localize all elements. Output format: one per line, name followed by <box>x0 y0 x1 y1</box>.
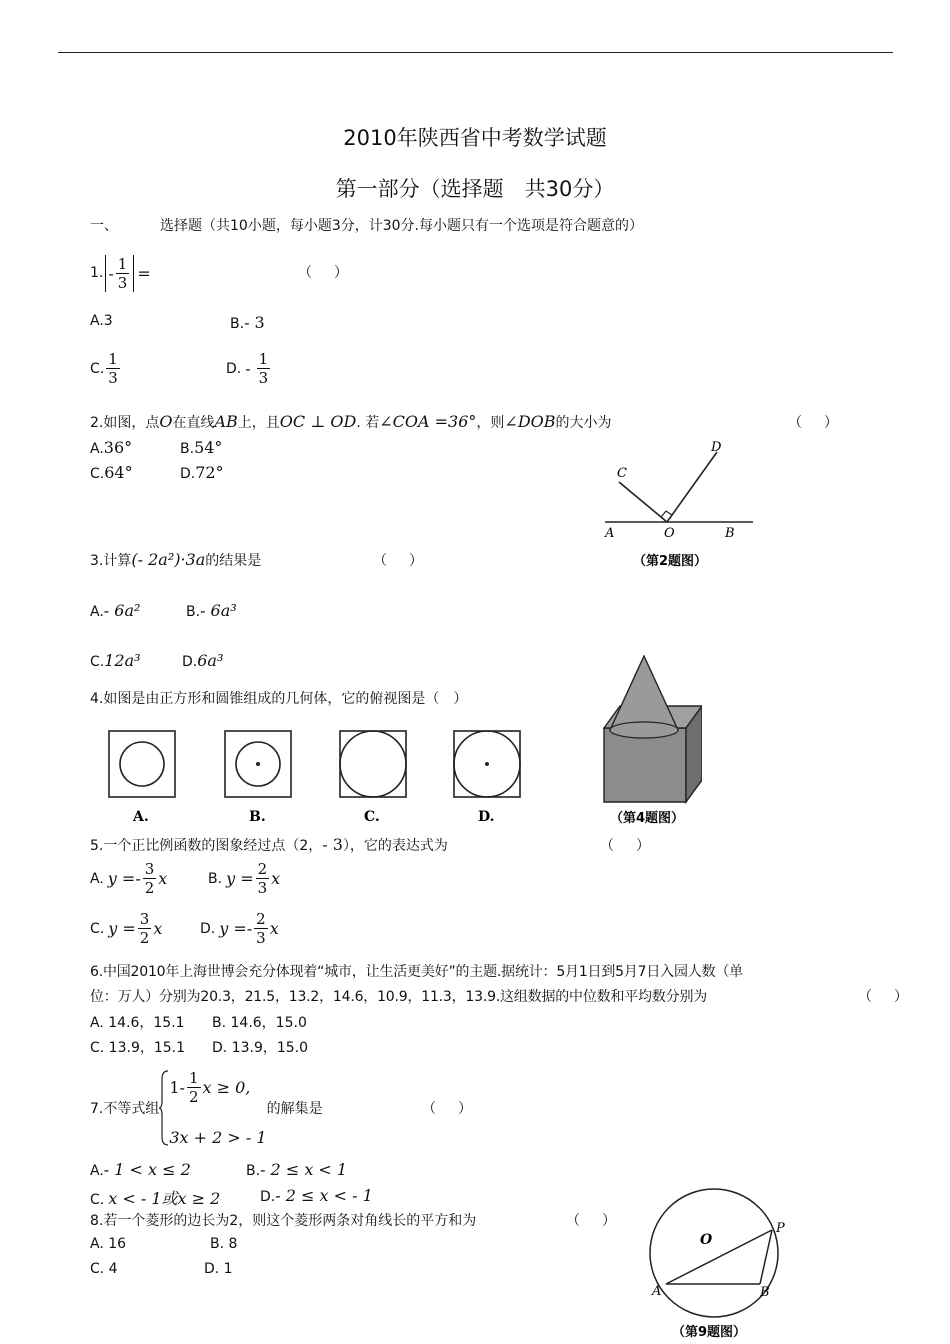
question-2: 2.如图，点O在直线AB上，且OC ⊥ OD. 若∠COA =36°，则∠DOB的大小为 <box>90 412 612 431</box>
question-6-line-1: 6.中国2010年上海世博会充分体现着“城市，让生活更美好”的主题.据统计：5月1日到5月7日入园人数（单 <box>90 964 743 980</box>
q1-equals: = <box>137 263 151 283</box>
q9-chord-ap <box>666 1230 772 1284</box>
question-6-line-2: 位：万人）分别为20.3，21.5，13.2，14.6，10.9，11.3，13.9.这组数据的中位数和平均数分别为 <box>90 989 708 1005</box>
q4-option-a-figure <box>109 731 175 797</box>
header-rule <box>58 52 893 53</box>
question-1 <box>90 248 151 298</box>
q2-option-c: C.64° <box>90 463 133 482</box>
q9-label-b: B <box>760 1285 770 1300</box>
q2-figure-caption: （第2题图） <box>633 554 708 569</box>
q4-option-c-figure <box>340 731 406 797</box>
q4-solid-figure <box>592 650 702 830</box>
q4-options-figure <box>100 725 540 830</box>
q9-figure-caption: （第9题图） <box>672 1325 747 1340</box>
q1-answer-blank: （ ） <box>298 265 352 281</box>
q5-answer-blank: （ ） <box>600 838 654 854</box>
q1-option-d: D. - $\frac{1}{3}$ <box>226 350 269 387</box>
q4-option-d-figure <box>454 731 520 797</box>
q3-answer-blank: （ ） <box>373 553 427 569</box>
q9-label-p: P <box>776 1221 785 1236</box>
q5-option-b: B. y = $\frac{2}{3}$ x <box>208 860 281 897</box>
q4-label-c: C. <box>364 809 380 825</box>
question-7: 7.不等式组 1- $\frac{1}{2}$ x ≥ 0, 3x + 2 > - 1 的解集是 <box>90 1069 323 1147</box>
q4-figure-caption: （第4题图） <box>610 811 685 826</box>
q8-option-d: D. 1 <box>204 1261 233 1277</box>
question-3: 3.计算(- 2a²)·3a的结果是 <box>90 550 262 569</box>
q5-option-d: D. y =- $\frac{2}{3}$ x <box>200 910 279 947</box>
q4-label-b: B. <box>249 809 266 825</box>
q2-option-b: B.54° <box>180 438 223 457</box>
q6-option-a: A. 14.6，15.1 <box>90 1015 185 1031</box>
q7-option-a: A.- 1 < x ≤ 2 <box>90 1160 191 1179</box>
q2-ray-od <box>667 452 717 522</box>
question-8: 8.若一个菱形的边长为2，则这个菱形两条对角线长的平方和为 <box>90 1213 477 1229</box>
q7-brace <box>159 1069 169 1147</box>
q1-option-b: B.- 3 <box>230 313 265 332</box>
q2-option-d: D.72° <box>180 463 224 482</box>
q9-label-a: A <box>652 1284 662 1299</box>
q1-fraction: $\frac{1}{3}$ <box>117 254 128 292</box>
q1-option-a: A.3 <box>90 313 113 329</box>
q4-option-b-figure <box>225 731 291 797</box>
q2-label-c: C <box>617 466 627 481</box>
q7-option-c: C. x < - 1或x ≥ 2 <box>90 1189 221 1208</box>
section-number: 一、 <box>90 218 118 234</box>
q6-option-b: B. 14.6，15.0 <box>212 1015 307 1031</box>
q9-chord-pb <box>760 1230 772 1284</box>
question-5: 5.一个正比例函数的图象经过点（2，- 3），它的表达式为 <box>90 835 448 854</box>
q4-cube-front <box>604 728 686 802</box>
q1-number: 1. <box>90 265 104 281</box>
q5-option-a: A. y =- $\frac{3}{2}$ x <box>90 860 168 897</box>
q3-option-a: A.- 6a² <box>90 601 141 620</box>
q7-option-b: B.- 2 ≤ x < 1 <box>246 1160 348 1179</box>
q2-figure <box>595 435 765 575</box>
q7-system: 1- $\frac{1}{2}$ x ≥ 0, 3x + 2 > - 1 <box>169 1069 267 1147</box>
q7-option-d: D.- 2 ≤ x < - 1 <box>260 1186 373 1205</box>
q2-ray-oc <box>619 482 667 522</box>
q2-answer-blank: （ ） <box>788 415 842 431</box>
q8-option-c: C. 4 <box>90 1261 118 1277</box>
q1-neg: - <box>108 263 114 283</box>
q1-option-c: C. $\frac{1}{3}$ <box>90 350 118 387</box>
q5-option-c: C. y = $\frac{3}{2}$ x <box>90 910 163 947</box>
q3-option-c: C.12a³ <box>90 651 141 670</box>
q4-cone-base <box>610 722 678 738</box>
q4-label-a: A. <box>133 809 149 825</box>
q2-label-d: D <box>711 440 722 455</box>
section-description: 选择题（共10小题，每小题3分，计30分.每小题只有一个选项是符合题意的） <box>160 218 643 234</box>
q4-cone <box>610 656 678 730</box>
question-4: 4.如图是由正方形和圆锥组成的几何体，它的俯视图是（ ） <box>90 691 468 707</box>
doc-title: 2010年陕西省中考数学试题 <box>343 126 607 150</box>
q2-label-b: B <box>725 526 735 541</box>
q8-option-b: B. 8 <box>210 1236 238 1252</box>
q2-label-a: A <box>605 526 615 541</box>
q8-answer-blank: （ ） <box>566 1213 620 1229</box>
q1-absolute-value <box>105 255 134 292</box>
q9-circle <box>650 1189 778 1317</box>
q2-option-a: A.36° <box>90 438 133 457</box>
q9-figure <box>640 1180 800 1344</box>
q4-label-d: D. <box>478 809 495 825</box>
q6-answer-blank: （ ） <box>858 989 912 1005</box>
q3-option-d: D.6a³ <box>182 651 224 670</box>
part-title: 第一部分（选择题 共30分） <box>335 177 615 201</box>
q3-option-b: B.- 6a³ <box>186 601 237 620</box>
q6-option-d: D. 13.9，15.0 <box>212 1040 309 1056</box>
q2-label-o: O <box>664 526 675 541</box>
q6-option-c: C. 13.9，15.1 <box>90 1040 186 1056</box>
q9-label-o: O <box>700 1232 713 1248</box>
q8-option-a: A. 16 <box>90 1236 127 1252</box>
q7-answer-blank: （ ） <box>422 1101 476 1117</box>
